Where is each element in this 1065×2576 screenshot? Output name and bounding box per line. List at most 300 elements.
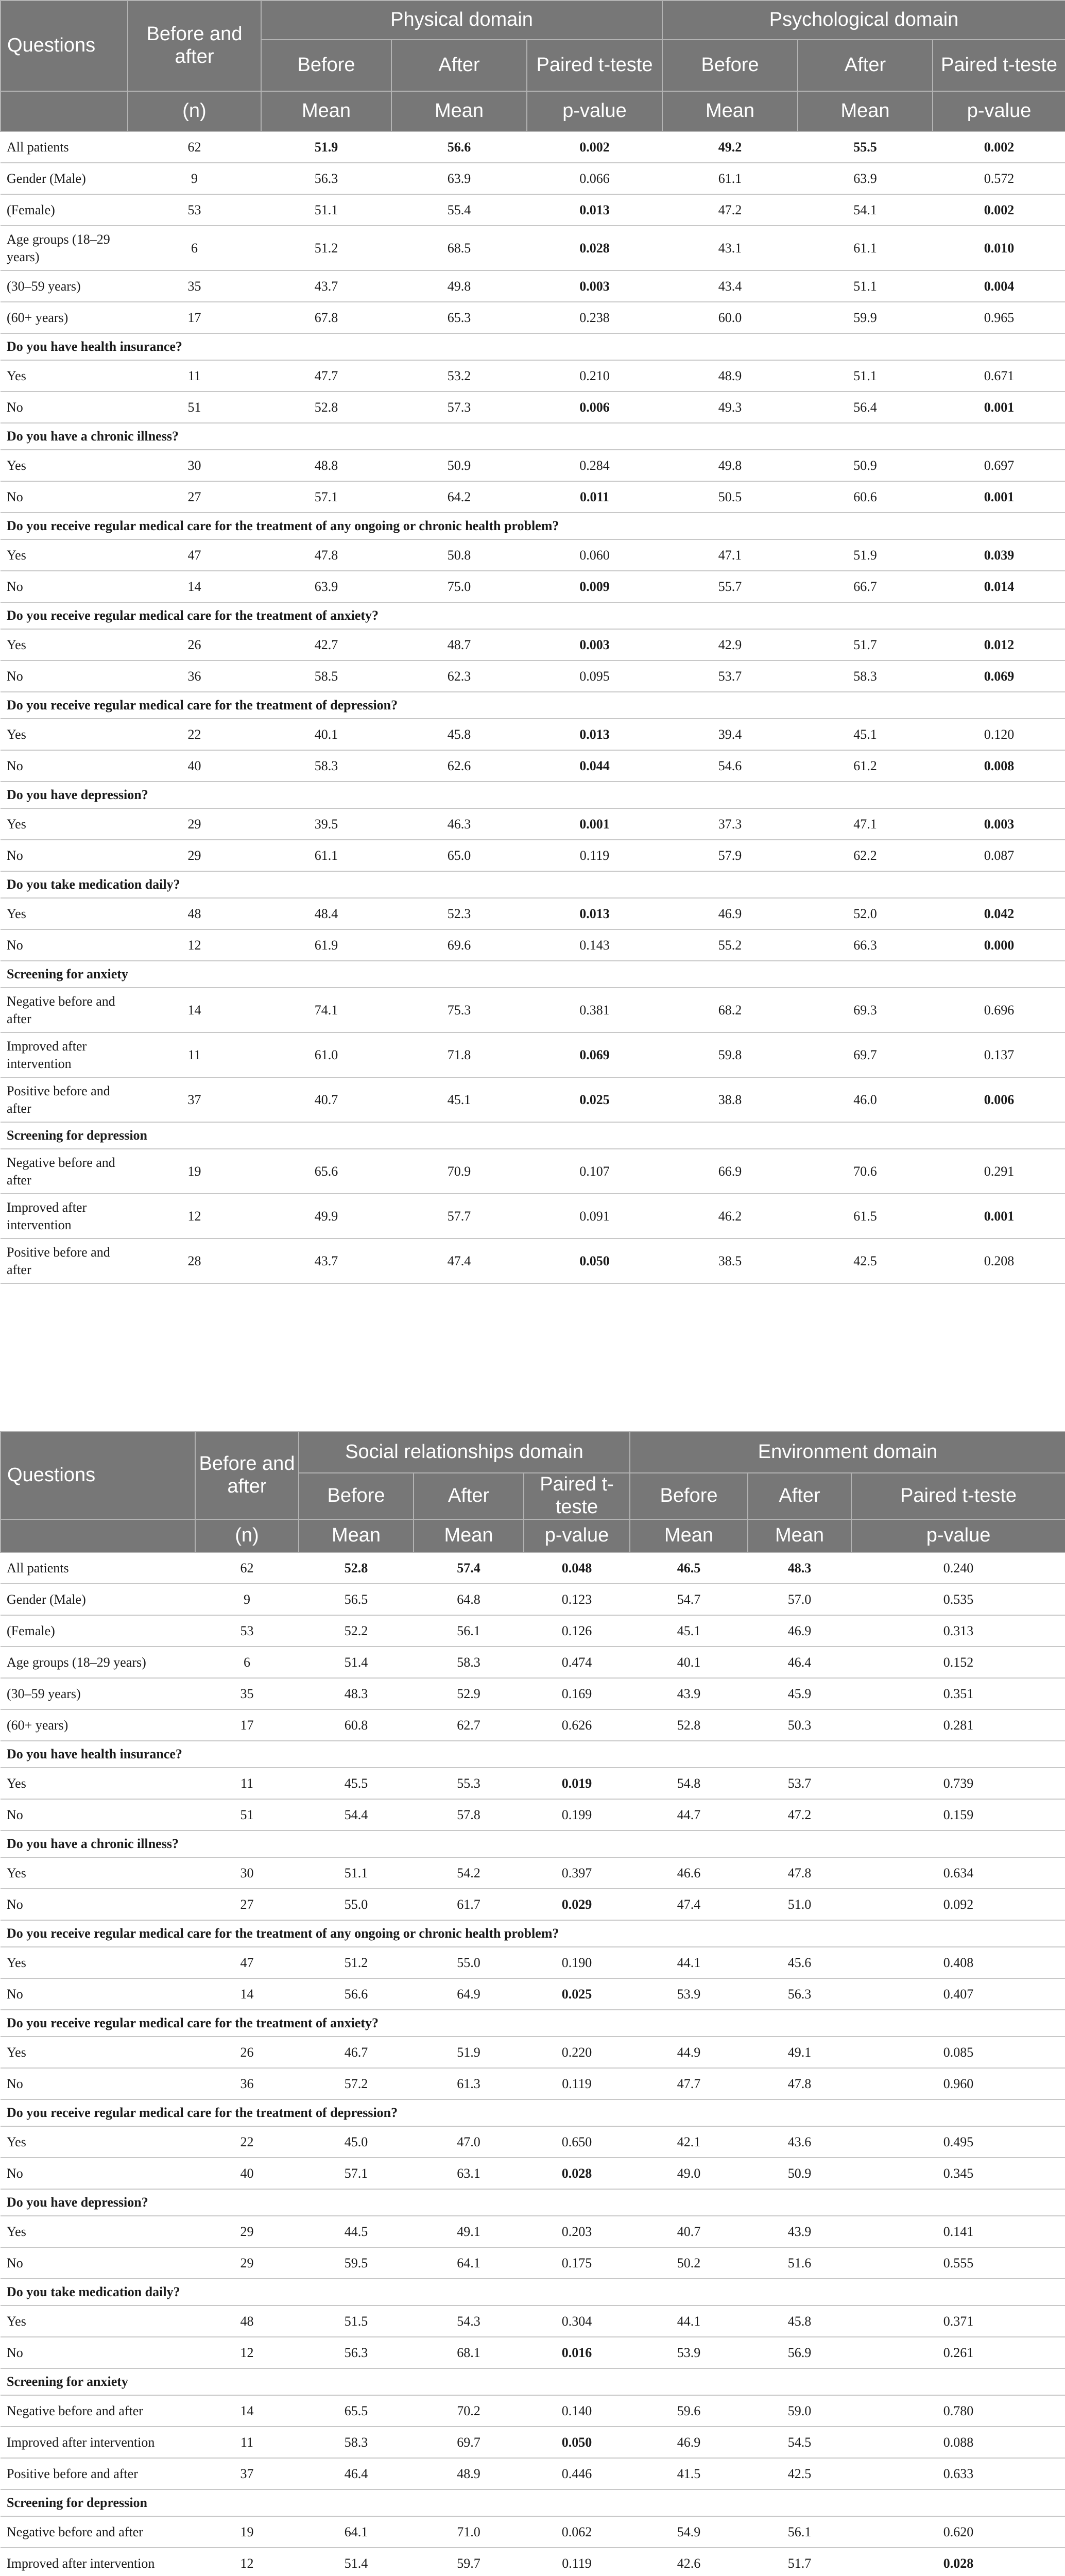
mean-cell: 52.8 <box>299 1552 414 1584</box>
section-title: Do you have health insurance? <box>1 1741 1065 1768</box>
row-label: No <box>1 571 128 602</box>
mean-cell: 47.4 <box>391 1239 527 1283</box>
mean-cell: 42.1 <box>630 2126 748 2158</box>
mean-cell: 45.8 <box>748 2306 851 2337</box>
mean-cell: 45.9 <box>748 1678 851 1709</box>
section-title: Do you receive regular medical care for the treatment of depression? <box>1 692 1065 719</box>
mean-cell: 75.0 <box>391 571 527 602</box>
section-title: Do you receive regular medical care for the treatment of anxiety? <box>1 602 1065 629</box>
sample-size: 35 <box>128 270 261 302</box>
mean-cell: 48.9 <box>414 2458 524 2489</box>
p-value-cell: 0.019 <box>524 1768 630 1799</box>
mean-cell: 46.4 <box>748 1647 851 1678</box>
sample-size: 30 <box>128 450 261 481</box>
mean-cell: 52.0 <box>798 898 933 929</box>
p-value-cell: 0.013 <box>527 719 662 750</box>
row-label: Yes <box>1 719 128 750</box>
row-label: No <box>1 2247 195 2279</box>
p-value-cell: 0.069 <box>527 1032 662 1077</box>
mean-cell: 45.6 <box>748 1947 851 1978</box>
mean-cell: 58.3 <box>261 750 391 782</box>
p-value-cell: 0.014 <box>933 571 1065 602</box>
p-value-cell: 0.066 <box>527 163 662 194</box>
mean-cell: 60.8 <box>299 1709 414 1741</box>
p-value-cell: 0.141 <box>851 2216 1065 2247</box>
p-value-cell: 0.965 <box>933 302 1065 333</box>
table-row <box>1 2548 1065 2576</box>
row-label: Negative before and after <box>1 988 128 1032</box>
sample-size: 14 <box>195 1978 299 2010</box>
mean-cell: 53.7 <box>662 660 798 692</box>
p-value-cell: 0.003 <box>527 629 662 660</box>
mean-cell: 54.5 <box>748 2427 851 2458</box>
table-row <box>1 1239 1065 1283</box>
table-row <box>1 2395 1065 2427</box>
table-row <box>1 1149 1065 1194</box>
p-value-cell: 0.159 <box>851 1799 1065 1831</box>
mean-cell: 38.8 <box>662 1077 798 1122</box>
sample-size: 17 <box>195 1709 299 1741</box>
mean-cell: 64.9 <box>414 1978 524 2010</box>
mean-cell: 47.2 <box>662 194 798 226</box>
table-row <box>1 1857 1065 1889</box>
mean-cell: 68.1 <box>414 2337 524 2368</box>
table-row <box>1 1077 1065 1122</box>
mean-cell: 61.0 <box>261 1032 391 1077</box>
row-label: Yes <box>1 808 128 840</box>
mean-cell: 46.9 <box>748 1615 851 1647</box>
mean-cell: 61.1 <box>261 840 391 871</box>
sample-size: 48 <box>128 898 261 929</box>
sample-size: 14 <box>128 571 261 602</box>
sample-size: 12 <box>128 929 261 961</box>
table-row <box>1 1768 1065 1799</box>
mean-cell: 46.9 <box>662 898 798 929</box>
mean-cell: 47.4 <box>630 1889 748 1920</box>
header-before: Before <box>662 40 798 91</box>
header-mean: Mean <box>748 1519 851 1552</box>
row-label: Yes <box>1 1857 195 1889</box>
sample-size: 28 <box>128 1239 261 1283</box>
p-value-cell: 0.119 <box>527 840 662 871</box>
mean-cell: 59.5 <box>299 2247 414 2279</box>
mean-cell: 51.7 <box>798 629 933 660</box>
table-row <box>1 1647 1065 1678</box>
mean-cell: 47.1 <box>798 808 933 840</box>
sample-size: 35 <box>195 1678 299 1709</box>
mean-cell: 56.3 <box>748 1978 851 2010</box>
mean-cell: 45.0 <box>299 2126 414 2158</box>
mean-cell: 64.2 <box>391 481 527 513</box>
row-label: (Female) <box>1 194 128 226</box>
sample-size: 40 <box>128 750 261 782</box>
p-value-cell: 0.671 <box>933 360 1065 392</box>
header-p-value: p-value <box>524 1519 630 1552</box>
mean-cell: 59.6 <box>630 2395 748 2427</box>
mean-cell: 51.4 <box>299 2548 414 2576</box>
p-value-cell: 0.345 <box>851 2158 1065 2189</box>
mean-cell: 61.5 <box>798 1194 933 1239</box>
p-value-cell: 0.001 <box>933 1194 1065 1239</box>
mean-cell: 54.6 <box>662 750 798 782</box>
mean-cell: 56.6 <box>391 131 527 163</box>
p-value-cell: 0.039 <box>933 539 1065 571</box>
p-value-cell: 0.042 <box>933 898 1065 929</box>
row-label: Yes <box>1 1947 195 1978</box>
mean-cell: 51.1 <box>261 194 391 226</box>
mean-cell: 49.8 <box>662 450 798 481</box>
row-label: (Female) <box>1 1615 195 1647</box>
mean-cell: 47.7 <box>630 2068 748 2099</box>
table-row <box>1 270 1065 302</box>
p-value-cell: 0.152 <box>851 1647 1065 1678</box>
section-title: Do you have a chronic illness? <box>1 1831 1065 1857</box>
mean-cell: 62.7 <box>414 1709 524 1741</box>
p-value-cell: 0.572 <box>933 163 1065 194</box>
mean-cell: 53.2 <box>391 360 527 392</box>
sample-size: 22 <box>128 719 261 750</box>
mean-cell: 70.6 <box>798 1149 933 1194</box>
mean-cell: 48.4 <box>261 898 391 929</box>
mean-cell: 50.5 <box>662 481 798 513</box>
p-value-cell: 0.126 <box>524 1615 630 1647</box>
mean-cell: 61.7 <box>414 1889 524 1920</box>
p-value-cell: 0.006 <box>527 392 662 423</box>
mean-cell: 63.1 <box>414 2158 524 2189</box>
table-row <box>1 929 1065 961</box>
p-value-cell: 0.001 <box>527 808 662 840</box>
mean-cell: 52.2 <box>299 1615 414 1647</box>
sample-size: 6 <box>128 226 261 270</box>
p-value-cell: 0.002 <box>933 194 1065 226</box>
table-row <box>1 302 1065 333</box>
p-value-cell: 0.085 <box>851 2037 1065 2068</box>
p-value-cell: 0.634 <box>851 1857 1065 1889</box>
header-n: (n) <box>128 91 261 131</box>
sample-size: 9 <box>128 163 261 194</box>
mean-cell: 58.5 <box>261 660 391 692</box>
mean-cell: 65.3 <box>391 302 527 333</box>
mean-cell: 43.9 <box>630 1678 748 1709</box>
mean-cell: 57.1 <box>299 2158 414 2189</box>
mean-cell: 44.1 <box>630 1947 748 1978</box>
mean-cell: 57.1 <box>261 481 391 513</box>
section-title: Do you have depression? <box>1 782 1065 808</box>
mean-cell: 48.3 <box>299 1678 414 1709</box>
mean-cell: 57.4 <box>414 1552 524 1584</box>
mean-cell: 47.0 <box>414 2126 524 2158</box>
mean-cell: 56.5 <box>299 1584 414 1615</box>
table-row <box>1 1584 1065 1615</box>
header-paired-t: Paired t-teste <box>851 1473 1065 1519</box>
mean-cell: 50.9 <box>798 450 933 481</box>
sample-size: 29 <box>195 2216 299 2247</box>
row-label: (60+ years) <box>1 302 128 333</box>
row-label: Negative before and after <box>1 2395 195 2427</box>
mean-cell: 56.1 <box>748 2516 851 2548</box>
row-label: (60+ years) <box>1 1709 195 1741</box>
p-value-cell: 0.050 <box>524 2427 630 2458</box>
mean-cell: 51.1 <box>798 360 933 392</box>
header-mean: Mean <box>299 1519 414 1552</box>
mean-cell: 55.3 <box>414 1768 524 1799</box>
section-row <box>1 1741 1065 1768</box>
p-value-cell: 0.006 <box>933 1077 1065 1122</box>
mean-cell: 46.5 <box>630 1552 748 1584</box>
mean-cell: 43.6 <box>748 2126 851 2158</box>
row-label: Age groups (18–29 years) <box>1 1647 195 1678</box>
mean-cell: 55.2 <box>662 929 798 961</box>
sample-size: 29 <box>195 2247 299 2279</box>
p-value-cell: 0.199 <box>524 1799 630 1831</box>
mean-cell: 51.1 <box>299 1857 414 1889</box>
p-value-cell: 0.446 <box>524 2458 630 2489</box>
table-social-environment <box>0 1431 1065 2576</box>
mean-cell: 44.7 <box>630 1799 748 1831</box>
p-value-cell: 0.371 <box>851 2306 1065 2337</box>
sample-size: 47 <box>195 1947 299 1978</box>
mean-cell: 64.8 <box>414 1584 524 1615</box>
section-row <box>1 2489 1065 2516</box>
table-row <box>1 2306 1065 2337</box>
header-p-value: p-value <box>933 91 1065 131</box>
table-row <box>1 392 1065 423</box>
table-row <box>1 660 1065 692</box>
p-value-cell: 0.119 <box>524 2548 630 2576</box>
p-value-cell: 0.095 <box>527 660 662 692</box>
mean-cell: 56.1 <box>414 1615 524 1647</box>
mean-cell: 57.7 <box>391 1194 527 1239</box>
mean-cell: 46.6 <box>630 1857 748 1889</box>
row-label: Improved after intervention <box>1 2427 195 2458</box>
p-value-cell: 0.107 <box>527 1149 662 1194</box>
p-value-cell: 0.137 <box>933 1032 1065 1077</box>
p-value-cell: 0.009 <box>527 571 662 602</box>
section-title: Do you take medication daily? <box>1 2279 1065 2306</box>
sample-size: 30 <box>195 1857 299 1889</box>
mean-cell: 39.5 <box>261 808 391 840</box>
p-value-cell: 0.010 <box>933 226 1065 270</box>
section-title: Do you have health insurance? <box>1 333 1065 360</box>
header-after: After <box>798 40 933 91</box>
section-title: Do you have depression? <box>1 2189 1065 2216</box>
p-value-cell: 0.555 <box>851 2247 1065 2279</box>
p-value-cell: 0.220 <box>524 2037 630 2068</box>
table-row <box>1 2458 1065 2489</box>
sample-size: 11 <box>195 2427 299 2458</box>
p-value-cell: 0.069 <box>933 660 1065 692</box>
mean-cell: 71.8 <box>391 1032 527 1077</box>
row-label: Yes <box>1 898 128 929</box>
mean-cell: 43.7 <box>261 270 391 302</box>
mean-cell: 55.4 <box>391 194 527 226</box>
mean-cell: 42.5 <box>798 1239 933 1283</box>
mean-cell: 50.8 <box>391 539 527 571</box>
header-after: After <box>391 40 527 91</box>
mean-cell: 47.8 <box>261 539 391 571</box>
table-row <box>1 1194 1065 1239</box>
row-label: No <box>1 750 128 782</box>
section-title: Screening for anxiety <box>1 961 1065 988</box>
table-row <box>1 1978 1065 2010</box>
table-row <box>1 2337 1065 2368</box>
row-label: (30–59 years) <box>1 270 128 302</box>
p-value-cell: 0.028 <box>524 2158 630 2189</box>
mean-cell: 46.7 <box>299 2037 414 2068</box>
sample-size: 17 <box>128 302 261 333</box>
mean-cell: 43.4 <box>662 270 798 302</box>
sample-size: 14 <box>195 2395 299 2427</box>
mean-cell: 51.9 <box>798 539 933 571</box>
p-value-cell: 0.397 <box>524 1857 630 1889</box>
mean-cell: 51.0 <box>748 1889 851 1920</box>
p-value-cell: 0.140 <box>524 2395 630 2427</box>
mean-cell: 66.7 <box>798 571 933 602</box>
sample-size: 26 <box>195 2037 299 2068</box>
mean-cell: 53.9 <box>630 2337 748 2368</box>
row-label: No <box>1 2158 195 2189</box>
sample-size: 12 <box>195 2337 299 2368</box>
table-row <box>1 898 1065 929</box>
p-value-cell: 0.087 <box>933 840 1065 871</box>
mean-cell: 61.2 <box>798 750 933 782</box>
section-title: Screening for depression <box>1 1122 1065 1149</box>
mean-cell: 61.9 <box>261 929 391 961</box>
sample-size: 36 <box>128 660 261 692</box>
sample-size: 11 <box>195 1768 299 1799</box>
table-row <box>1 1032 1065 1077</box>
mean-cell: 65.6 <box>261 1149 391 1194</box>
p-value-cell: 0.060 <box>527 539 662 571</box>
mean-cell: 56.3 <box>299 2337 414 2368</box>
sample-size: 51 <box>128 392 261 423</box>
mean-cell: 43.1 <box>662 226 798 270</box>
mean-cell: 61.1 <box>798 226 933 270</box>
header-paired-t: Paired t-teste <box>933 40 1065 91</box>
mean-cell: 59.0 <box>748 2395 851 2427</box>
mean-cell: 44.9 <box>630 2037 748 2068</box>
p-value-cell: 0.003 <box>527 270 662 302</box>
row-label: Positive before and after <box>1 1239 128 1283</box>
mean-cell: 63.9 <box>391 163 527 194</box>
mean-cell: 51.2 <box>299 1947 414 1978</box>
mean-cell: 67.8 <box>261 302 391 333</box>
mean-cell: 49.1 <box>748 2037 851 2068</box>
p-value-cell: 0.169 <box>524 1678 630 1709</box>
sample-size: 27 <box>128 481 261 513</box>
section-row <box>1 602 1065 629</box>
mean-cell: 52.8 <box>630 1709 748 1741</box>
p-value-cell: 0.261 <box>851 2337 1065 2368</box>
p-value-cell: 0.960 <box>851 2068 1065 2099</box>
mean-cell: 56.3 <box>261 163 391 194</box>
header-psychological-domain: Psychological domain <box>662 1 1065 40</box>
p-value-cell: 0.002 <box>527 131 662 163</box>
sample-size: 27 <box>195 1889 299 1920</box>
header-before: Before <box>299 1473 414 1519</box>
mean-cell: 55.7 <box>662 571 798 602</box>
mean-cell: 57.0 <box>748 1584 851 1615</box>
row-label: Positive before and after <box>1 1077 128 1122</box>
sample-size: 12 <box>128 1194 261 1239</box>
row-label: No <box>1 840 128 871</box>
p-value-cell: 0.088 <box>851 2427 1065 2458</box>
row-label: No <box>1 392 128 423</box>
header-mean: Mean <box>414 1519 524 1552</box>
mean-cell: 58.3 <box>299 2427 414 2458</box>
sample-size: 22 <box>195 2126 299 2158</box>
p-value-cell: 0.003 <box>933 808 1065 840</box>
section-row <box>1 2368 1065 2395</box>
p-value-cell: 0.092 <box>851 1889 1065 1920</box>
mean-cell: 55.0 <box>299 1889 414 1920</box>
sample-size: 37 <box>195 2458 299 2489</box>
p-value-cell: 0.050 <box>527 1239 662 1283</box>
mean-cell: 49.9 <box>261 1194 391 1239</box>
sample-size: 12 <box>195 2548 299 2576</box>
mean-cell: 47.2 <box>748 1799 851 1831</box>
p-value-cell: 0.351 <box>851 1678 1065 1709</box>
table-row <box>1 450 1065 481</box>
mean-cell: 53.7 <box>748 1768 851 1799</box>
p-value-cell: 0.535 <box>851 1584 1065 1615</box>
mean-cell: 55.0 <box>414 1947 524 1978</box>
section-title: Screening for depression <box>1 2489 1065 2516</box>
mean-cell: 56.4 <box>798 392 933 423</box>
section-row <box>1 1831 1065 1857</box>
mean-cell: 58.3 <box>414 1647 524 1678</box>
mean-cell: 60.0 <box>662 302 798 333</box>
p-value-cell: 0.697 <box>933 450 1065 481</box>
row-label: Yes <box>1 2216 195 2247</box>
header-physical-domain: Physical domain <box>261 1 662 40</box>
section-row <box>1 692 1065 719</box>
section-row <box>1 513 1065 539</box>
row-label: Yes <box>1 2037 195 2068</box>
header-social-relationships-domain: Social relationships domain <box>299 1432 630 1473</box>
p-value-cell: 0.012 <box>933 629 1065 660</box>
mean-cell: 44.1 <box>630 2306 748 2337</box>
section-title: Do you take medication daily? <box>1 871 1065 898</box>
p-value-cell: 0.190 <box>524 1947 630 1978</box>
mean-cell: 42.5 <box>748 2458 851 2489</box>
table-row <box>1 808 1065 840</box>
mean-cell: 48.7 <box>391 629 527 660</box>
mean-cell: 57.2 <box>299 2068 414 2099</box>
mean-cell: 53.9 <box>630 1978 748 2010</box>
mean-cell: 44.5 <box>299 2216 414 2247</box>
p-value-cell: 0.474 <box>524 1647 630 1678</box>
mean-cell: 45.1 <box>798 719 933 750</box>
p-value-cell: 0.013 <box>527 898 662 929</box>
mean-cell: 56.6 <box>299 1978 414 2010</box>
mean-cell: 40.1 <box>261 719 391 750</box>
section-row <box>1 2099 1065 2126</box>
p-value-cell: 0.028 <box>527 226 662 270</box>
sample-size: 26 <box>128 629 261 660</box>
header-mean: Mean <box>391 91 527 131</box>
mean-cell: 52.3 <box>391 898 527 929</box>
mean-cell: 57.3 <box>391 392 527 423</box>
mean-cell: 41.5 <box>630 2458 748 2489</box>
mean-cell: 47.1 <box>662 539 798 571</box>
mean-cell: 50.3 <box>748 1709 851 1741</box>
mean-cell: 59.8 <box>662 1032 798 1077</box>
sample-size: 53 <box>195 1615 299 1647</box>
sample-size: 53 <box>128 194 261 226</box>
table-body <box>1 131 1065 1283</box>
p-value-cell: 0.495 <box>851 2126 1065 2158</box>
